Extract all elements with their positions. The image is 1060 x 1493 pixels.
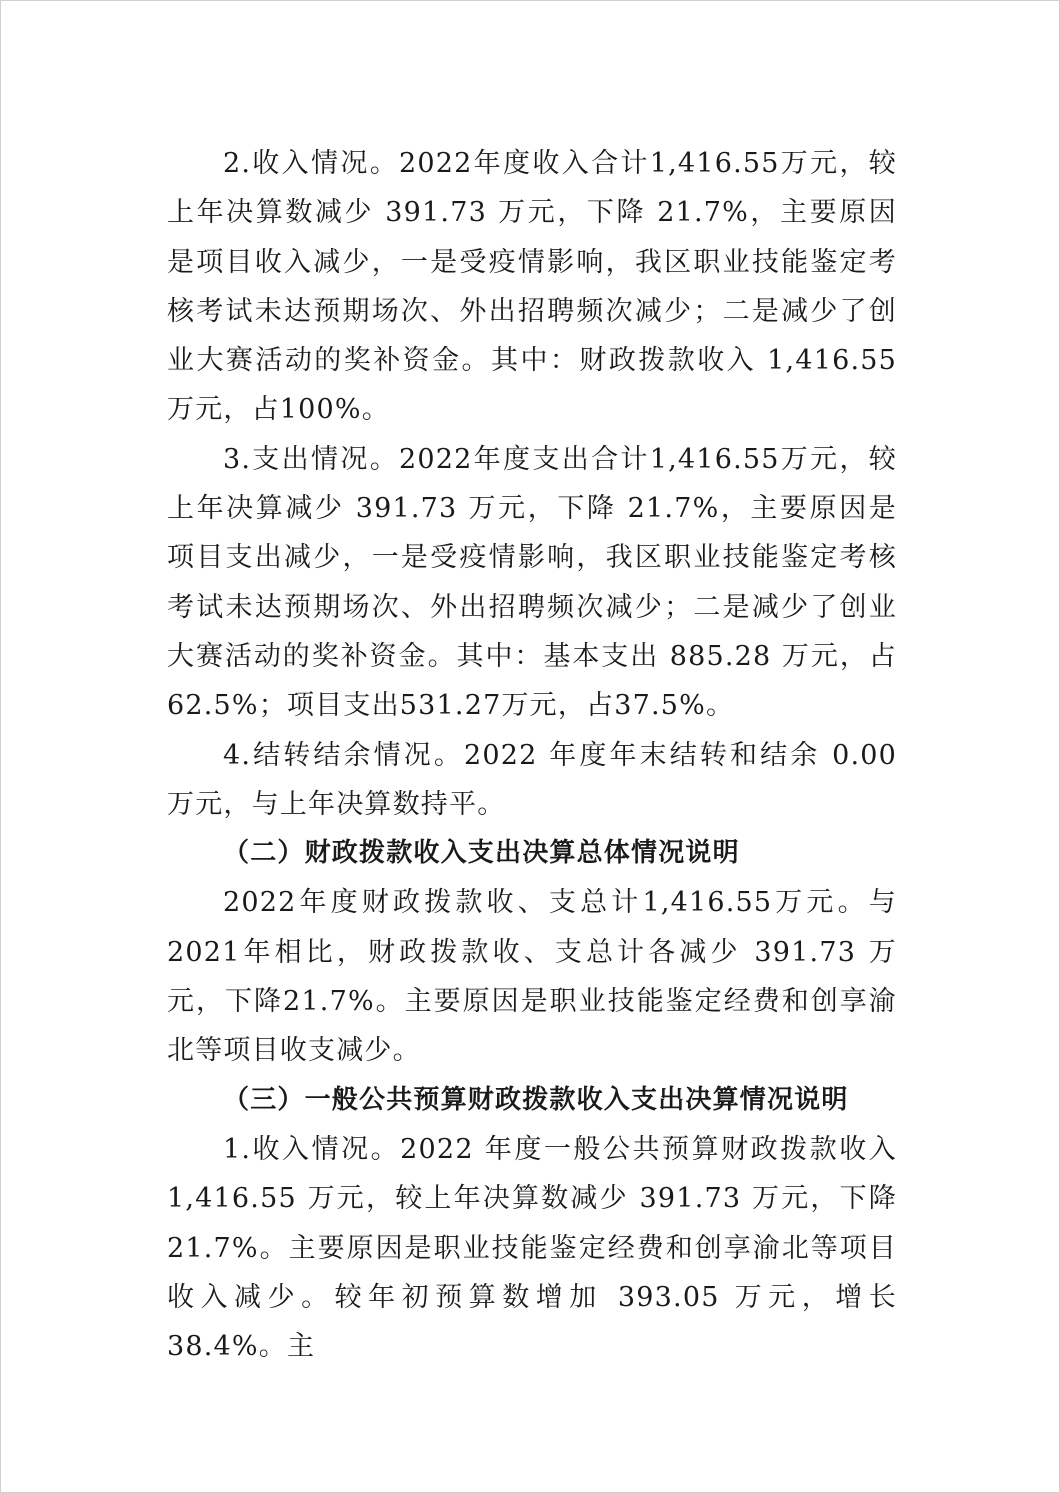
paragraph-fiscal-overview: 2022年度财政拨款收、支总计1,416.55万元。与 2021年相比，财政拨款收、支总计各减少 391.73 万元，下降21.7%。主要原因是职业技能鉴定经费和创享渝北等项目收支减少。: [167, 887, 897, 1067]
paragraph-general-budget-income: 1.收入情况。2022 年度一般公共预算财政拨款收入1,416.55 万元，较上年决算数减少 391.73 万元，下降21.7%。主要原因是职业技能鉴定经费和创享渝北等项目收入减少。较年初预算数增加 393.05 万元，增长 38.4%。主: [167, 1133, 897, 1363]
paragraph-expenditure: 3.支出情况。2022年度支出合计1,416.55万元，较上年决算减少 391.73 万元，下降 21.7%，主要原因是项目支出减少，一是受疫情影响，我区职业技能鉴定考核考试未达预期场次、外出招聘频次减少；二是减少了创业大赛活动的奖补资金。其中：基本支出 885.28 万元，占 62.5%；项目支出531.27万元，占37.5%。: [167, 443, 897, 722]
document-body: [167, 139, 897, 1371]
section-heading-general-budget: （三）一般公共预算财政拨款收入支出决算情况说明: [223, 1084, 849, 1115]
section-heading-fiscal-overview: （二）财政拨款收入支出决算总体情况说明: [223, 838, 740, 869]
paragraph-carryover: 4.结转结余情况。2022 年度年末结转和结余 0.00 万元，与上年决算数持平。: [167, 739, 897, 820]
paragraph-income: 2.收入情况。2022年度收入合计1,416.55万元，较上年决算数减少 391.73 万元，下降 21.7%，主要原因是项目收入减少，一是受疫情影响，我区职业技能鉴定考核考试未达预期场次、外出招聘频次减少；二是减少了创业大赛活动的奖补资金。其中：财政拨款收入 1,416.55 万元，占100%。: [167, 148, 897, 426]
